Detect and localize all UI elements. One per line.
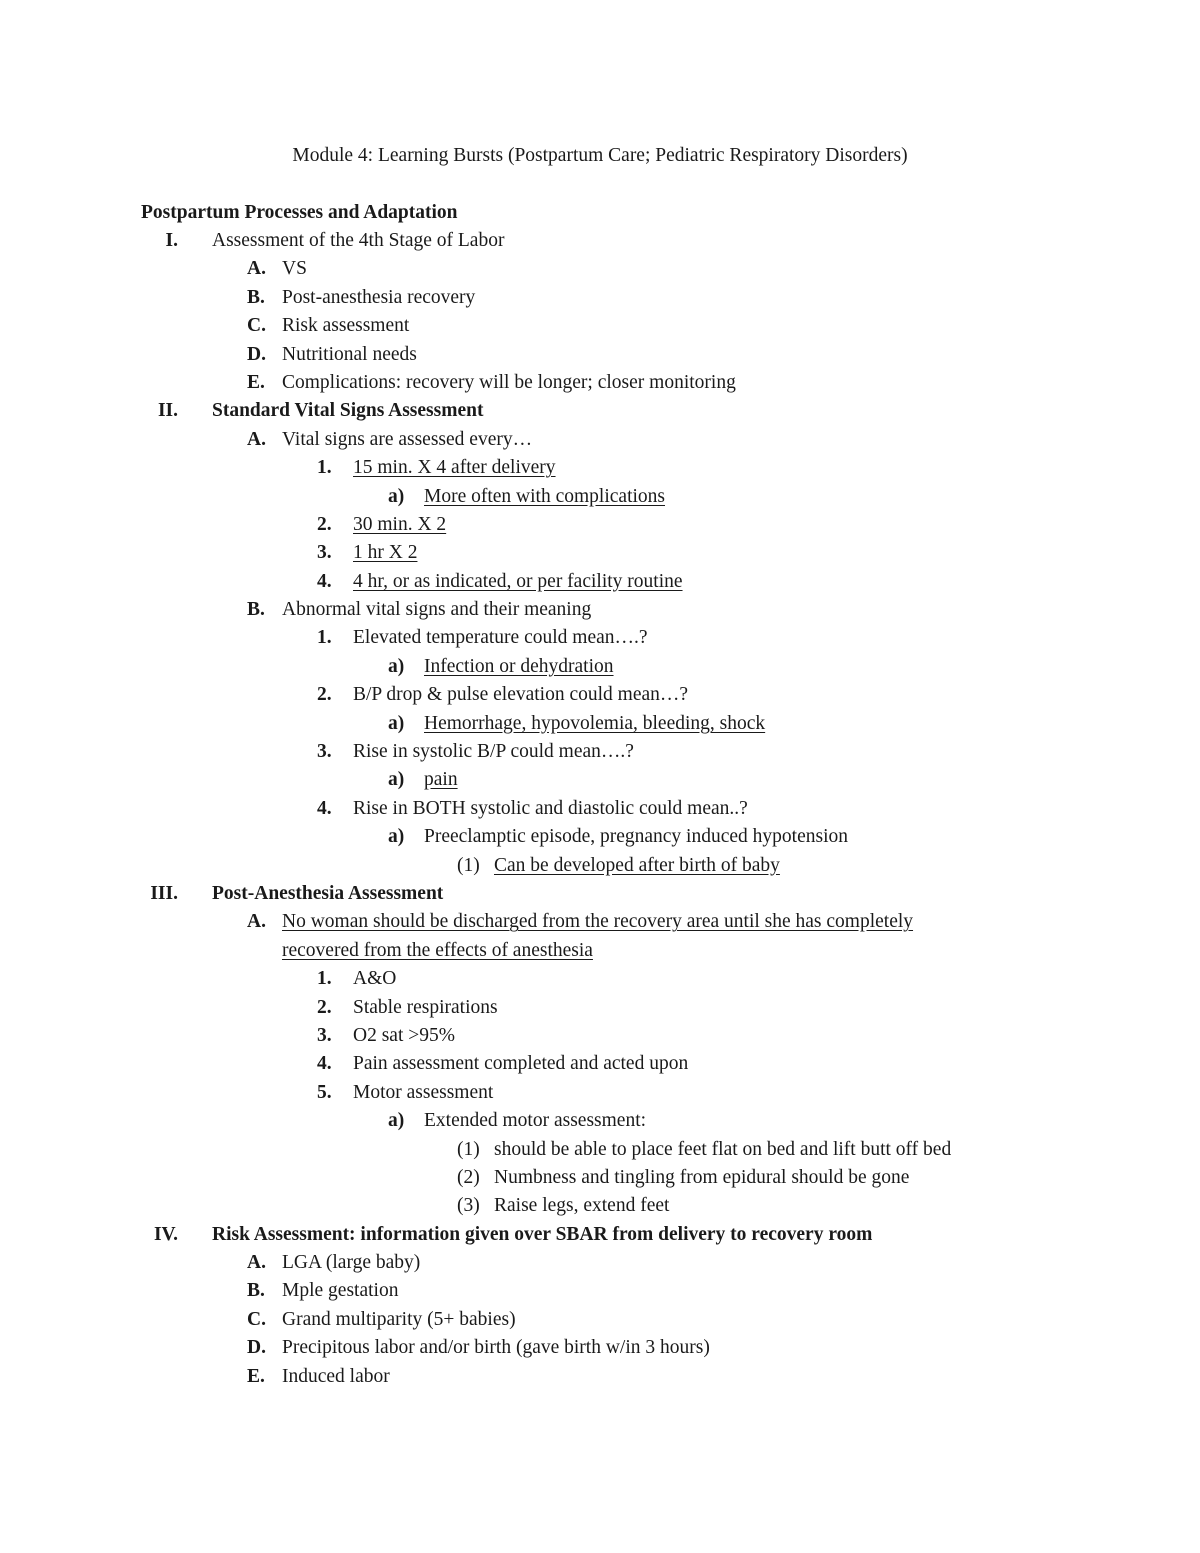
outline-text: Rise in systolic B/P could mean….? xyxy=(353,741,634,763)
outline-text: Extended motor assessment: xyxy=(424,1110,647,1132)
outline-item xyxy=(0,1022,1200,1050)
outline-item xyxy=(0,1221,1200,1249)
outline-marker: (2) xyxy=(457,1166,480,1188)
outline-marker: C. xyxy=(247,315,266,337)
outline-marker: C. xyxy=(247,1308,266,1330)
outline-item xyxy=(0,937,1200,965)
outline-marker: a) xyxy=(388,655,405,677)
outline-marker: (3) xyxy=(457,1195,480,1217)
outline-text: Elevated temperature could mean….? xyxy=(353,627,648,649)
outline-marker: a) xyxy=(388,769,405,791)
outline-item xyxy=(0,624,1200,652)
outline-item xyxy=(0,653,1200,681)
outline-marker: a) xyxy=(388,485,405,507)
outline-text: pain xyxy=(424,769,458,791)
outline-text: Vital signs are assessed every… xyxy=(282,428,533,450)
outline-text: Risk assessment xyxy=(282,315,410,337)
outline-item xyxy=(0,823,1200,851)
outline-text: LGA (large baby) xyxy=(282,1252,421,1274)
outline-marker: A. xyxy=(247,258,266,280)
outline-item xyxy=(0,284,1200,312)
outline-text: 15 min. X 4 after delivery xyxy=(353,457,556,479)
outline-item xyxy=(0,1192,1200,1220)
outline-marker: a) xyxy=(388,1110,405,1132)
outline-marker: III. xyxy=(150,882,178,904)
outline-text: O2 sat >95% xyxy=(353,1024,455,1046)
outline-text: No woman should be discharged from the recovery area until she has completely xyxy=(282,911,914,933)
outline-text: Assessment of the 4th Stage of Labor xyxy=(212,230,505,251)
outline-item xyxy=(0,681,1200,709)
outline-text: Standard Vital Signs Assessment xyxy=(212,400,484,422)
outline-item xyxy=(0,454,1200,482)
outline-marker: 4. xyxy=(317,797,332,819)
outline-marker: a) xyxy=(388,712,405,734)
outline-item xyxy=(0,369,1200,397)
outline-marker: IV. xyxy=(153,1223,178,1245)
outline-item xyxy=(0,738,1200,766)
outline-marker: 2. xyxy=(317,684,332,706)
outline-marker: A. xyxy=(247,428,266,450)
section-heading: Postpartum Processes and Adaptation xyxy=(141,202,458,223)
outline-marker: 5. xyxy=(317,1081,332,1103)
outline-marker: 2. xyxy=(317,996,332,1018)
outline-marker: A. xyxy=(247,911,266,933)
outline-item xyxy=(0,795,1200,823)
outline-marker: 4. xyxy=(317,1053,332,1075)
outline-marker: E. xyxy=(247,371,265,393)
outline-marker: 3. xyxy=(317,741,332,763)
outline-item xyxy=(0,852,1200,880)
outline-item xyxy=(0,1249,1200,1277)
outline-text: Raise legs, extend feet xyxy=(494,1195,670,1217)
outline-marker: 1. xyxy=(317,457,332,479)
outline-text: Hemorrhage, hypovolemia, bleeding, shock xyxy=(424,712,766,734)
outline-item xyxy=(0,994,1200,1022)
outline-marker: B. xyxy=(247,599,265,621)
outline-marker: A. xyxy=(247,1252,266,1274)
outline-text: 1 hr X 2 xyxy=(353,542,418,564)
outline-text: 4 hr, or as indicated, or per facility routine xyxy=(353,570,683,592)
outline-item xyxy=(0,397,1200,425)
outline-text: Post-Anesthesia Assessment xyxy=(212,882,444,904)
outline-item xyxy=(0,483,1200,511)
outline-text: Stable respirations xyxy=(353,996,498,1018)
outline-item xyxy=(0,227,1200,255)
outline-list xyxy=(0,227,1200,1391)
outline-text: VS xyxy=(282,258,307,280)
outline-text: Post-anesthesia recovery xyxy=(282,286,476,308)
outline-text: Precipitous labor and/or birth (gave birth w/in 3 hours) xyxy=(282,1337,710,1359)
outline-item xyxy=(0,341,1200,369)
outline-text: A&O xyxy=(353,968,397,990)
outline-item xyxy=(0,426,1200,454)
outline-marker: 4. xyxy=(317,570,332,592)
outline-item xyxy=(0,1277,1200,1305)
outline-item xyxy=(0,1079,1200,1107)
outline-text: Grand multiparity (5+ babies) xyxy=(282,1308,516,1330)
outline-item xyxy=(0,1334,1200,1362)
outline-text: Can be developed after birth of baby xyxy=(494,854,780,876)
outline-item xyxy=(0,1363,1200,1391)
outline-item xyxy=(0,255,1200,283)
outline-marker: 3. xyxy=(317,1024,332,1046)
outline-item xyxy=(0,710,1200,738)
outline-item xyxy=(0,539,1200,567)
outline-item xyxy=(0,1050,1200,1078)
outline-text: Pain assessment completed and acted upon xyxy=(353,1053,689,1075)
outline-item xyxy=(0,880,1200,908)
outline-item xyxy=(0,766,1200,794)
outline-text: Numbness and tingling from epidural should be gone xyxy=(494,1166,910,1188)
outline-marker: I. xyxy=(165,230,178,251)
outline-item xyxy=(0,965,1200,993)
outline-item xyxy=(0,1107,1200,1135)
outline-text: Mple gestation xyxy=(282,1280,399,1302)
outline-item xyxy=(0,1164,1200,1192)
outline-item xyxy=(0,568,1200,596)
outline-text: More often with complications xyxy=(424,485,665,507)
outline-marker: II. xyxy=(157,400,178,422)
outline-marker: D. xyxy=(247,1337,266,1359)
outline-marker: B. xyxy=(247,286,265,308)
outline-text: B/P drop & pulse elevation could mean…? xyxy=(353,684,689,706)
outline-item xyxy=(0,312,1200,340)
outline-marker: E. xyxy=(247,1365,265,1387)
outline-marker: 1. xyxy=(317,627,332,649)
outline-marker: (1) xyxy=(457,1138,480,1160)
outline-text: recovered from the effects of anesthesia xyxy=(282,939,593,961)
outline-marker: 1. xyxy=(317,968,332,990)
outline-marker: (1) xyxy=(457,854,480,876)
outline-marker: D. xyxy=(247,343,266,365)
outline-marker: 2. xyxy=(317,513,332,535)
outline-item xyxy=(0,908,1200,936)
outline-text: Infection or dehydration xyxy=(424,655,614,677)
outline-marker: a) xyxy=(388,826,405,848)
outline-item xyxy=(0,511,1200,539)
outline-text: should be able to place feet flat on bed and lift butt off bed xyxy=(494,1138,952,1160)
outline-text: 30 min. X 2 xyxy=(353,513,447,535)
outline-text: Risk Assessment: information given over SBAR from delivery to recovery room xyxy=(212,1223,873,1245)
outline-text: Complications: recovery will be longer; closer monitoring xyxy=(282,371,736,393)
document-title: Module 4: Learning Bursts (Postpartum Care; Pediatric Respiratory Disorders) xyxy=(292,145,908,166)
outline-item xyxy=(0,1136,1200,1164)
outline-text: Rise in BOTH systolic and diastolic could mean..? xyxy=(353,797,748,819)
outline-text: Nutritional needs xyxy=(282,343,417,365)
outline-text: Preeclamptic episode, pregnancy induced hypotension xyxy=(424,826,848,848)
outline-marker: 3. xyxy=(317,542,332,564)
outline-text: Motor assessment xyxy=(353,1081,494,1103)
outline-item xyxy=(0,1306,1200,1334)
outline-text: Induced labor xyxy=(282,1365,390,1387)
outline-item xyxy=(0,596,1200,624)
outline-text: Abnormal vital signs and their meaning xyxy=(282,599,592,621)
outline-marker: B. xyxy=(247,1280,265,1302)
